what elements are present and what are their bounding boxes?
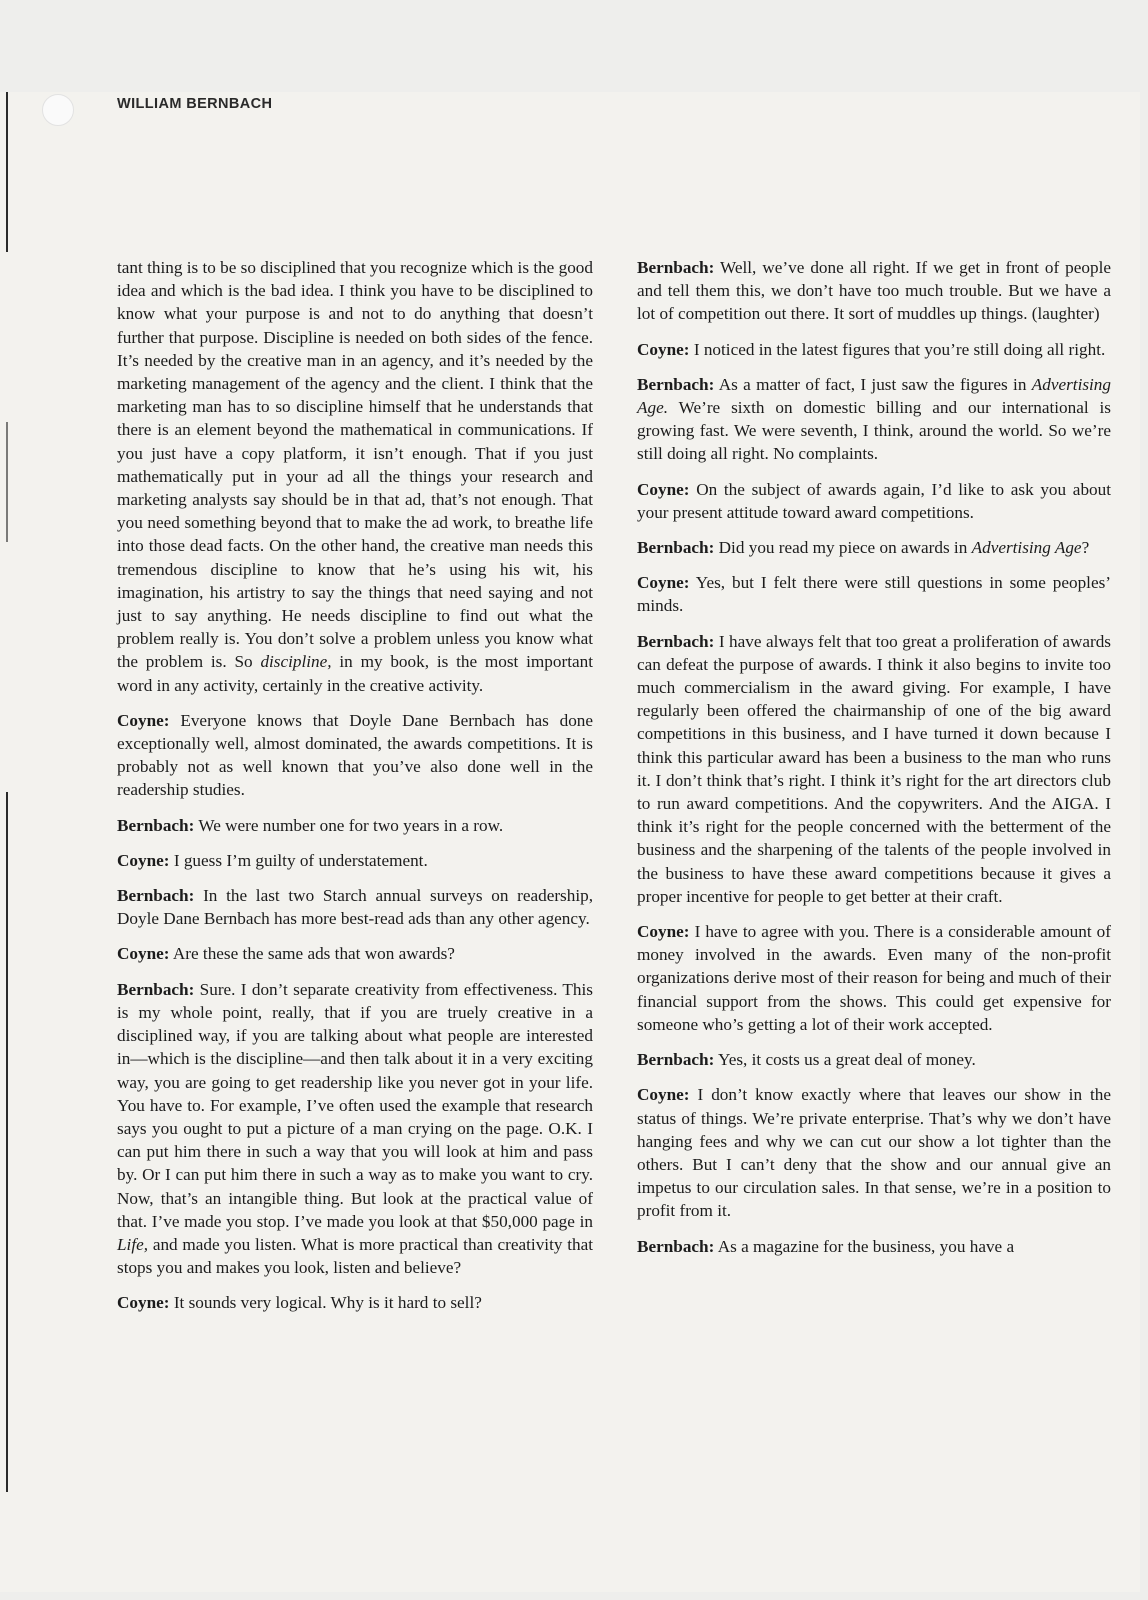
speaker-name: Coyne: xyxy=(637,339,690,359)
exchange-text: Well, we’ve done all right. If we get in front of people and tell them this, we don’t have too much trouble. But we have a lot of competition out there. It sort of muddles up things. (laughter) xyxy=(637,258,1111,324)
exchange-text: In the last two Starch annual surveys on readership, Doyle Dane Bernbach has more best-read ads than any other agency. xyxy=(117,886,594,929)
page-header: WILLIAM BERNBACH xyxy=(117,96,273,112)
speaker-name: Coyne: xyxy=(117,710,170,730)
speaker-name: Bernbach: xyxy=(117,815,195,835)
speaker-name: Bernbach: xyxy=(637,538,715,558)
speaker-name: Bernbach: xyxy=(637,258,715,277)
interview-exchange xyxy=(117,884,593,930)
left-column xyxy=(117,256,593,1327)
scan-edge-mark xyxy=(6,92,8,252)
interview-exchange xyxy=(117,942,593,965)
exchange-text: I have to agree with you. There is a considerable amount of money involved in the awards. Even many of the non-profit organizations derive most of their reason for being and much of their financial support from the shows. This could get expensive for someone who’s getting a lot of their work accepted. xyxy=(637,922,1111,1034)
binder-hole xyxy=(42,94,74,126)
interview-exchange xyxy=(637,478,1111,524)
interview-exchange: Bernbach: As a matter of fact, I just saw the figures in Advertising Age. We’re sixth on domestic billing and our international is growing fast. We were seventh, I think, around the world. So we’re still doing all right. No complaints. xyxy=(637,374,1111,464)
interview-exchange xyxy=(637,256,1111,326)
interview-exchange xyxy=(117,1291,593,1314)
exchange-text: Yes, it costs us a great deal of money. xyxy=(718,1050,976,1070)
speaker-name: Bernbach: xyxy=(637,631,715,651)
speaker-name: Coyne: xyxy=(117,944,170,964)
interview-exchange xyxy=(637,1083,1111,1222)
speaker-name: Coyne: xyxy=(637,573,690,593)
interview-exchange xyxy=(637,338,1111,361)
interview-exchange xyxy=(117,849,593,872)
exchange-text: On the subject of awards again, I’d like to ask you about your present attitude toward award competitions. xyxy=(637,479,1111,522)
exchange-text: I have always felt that too great a proliferation of awards can defeat the purpose of awards. I think it also begins to invite too much commercialism in the award giving. For example, I have regularly been offered the chairmanship of one of the big award competitions in this business, and I have turned it down because I think this particular award has been a business to the man who runs it. I don’t think that’s right. I think it’s right for the art directors club to run award competitions. And the copywriters. And the AIGA. I think it’s right for the people concerned with the betterment of the business and the sharpening of the talents of the people involved in the business to have these award competitions because it gives a proper incentive for people to get better at their craft. xyxy=(637,631,1111,906)
speaker-name: Coyne: xyxy=(637,479,690,499)
interview-exchange xyxy=(637,630,1111,908)
exchange-text: Everyone knows that Doyle Dane Bernbach has done exceptionally well, almost dominated, the awards competitions. It is probably not as well known that you’ve also done well in the readership studies. xyxy=(117,710,594,800)
interview-exchange xyxy=(117,814,593,837)
magazine-page xyxy=(0,92,1140,1592)
interview-exchange xyxy=(637,571,1111,617)
exchange-text: I noticed in the latest figures that you’re still doing all right. xyxy=(693,339,1106,359)
interview-exchange xyxy=(637,920,1111,1036)
right-column xyxy=(637,256,1111,1270)
interview-exchange xyxy=(637,1235,1111,1258)
exchange-text: As a magazine for the business, you have a xyxy=(717,1236,1015,1256)
exchange-text: We were number one for two years in a row. xyxy=(198,815,504,835)
interview-exchange: Bernbach: Sure. I don’t separate creativity from effectiveness. This is my whole point, really, that if you are truely creative in a disciplined way, if you are talking about what people are interested in—which is the discipline—and then talk about it in a very exciting way, you are going to get readership like you never got in your life. You have to. For example, I’ve often used the example that research says you ought to put a picture of a man crying on the page. O.K. I can put him there in such a way that you will look at him and pass by. Or I can put him there in such a way as to make you want to cry. Now, that’s an intangible thing. But look at the practical value of that. I’ve made you stop. I’ve made you look at that $50,000 page in Life, and made you listen. What is more practical than creativity that stops you and makes you look, listen and believe? xyxy=(117,979,593,1278)
speaker-name: Coyne: xyxy=(637,1085,690,1105)
speaker-name: Bernbach: xyxy=(637,374,715,394)
opening-paragraph: tant thing is to be so disciplined that you recognize which is the good idea and which is the bad idea. I think you have to be disciplined to know what your purpose is and not to do anything that doesn’t further that purpose. Discipline is needed on both sides of the fence. It’s needed by the creative man in an agency, and it’s needed by the marketing management of the agency and the client. I think that the marketing man has to so discipline himself that he understands that there is an element beyond the mathematical in communications. If you just have a copy platform, it isn’t enough. That if you just mathematically put in your ad all the things your research and marketing analysts say should be in that ad, that’s not enough. That you need something beyond that to make the ad work, to breathe life into those dead facts. On the other hand, the creative man needs this tremendous discipline to know that he’s using his wit, his imagination, his artistry to say the things that need saying and not just to say anything. He needs discipline to find out what the problem really is. You don’t solve a problem unless you know what the problem is. So discipline, in my book, is the most important word in any activity, certainly in the creative activity. xyxy=(117,258,593,695)
exchange-text: I guess I’m guilty of understatement. xyxy=(173,850,428,870)
interview-exchange: Bernbach: Did you read my piece on awards in Advertising Age? xyxy=(637,538,1090,558)
speaker-name: Bernbach: xyxy=(117,886,195,906)
scan-edge-mark xyxy=(6,792,8,1492)
speaker-name: Bernbach: xyxy=(117,979,195,999)
exchange-text: Are these the same ads that won awards? xyxy=(172,944,455,964)
interview-exchange xyxy=(117,709,593,802)
speaker-name: Coyne: xyxy=(117,1293,170,1313)
exchange-text: It sounds very logical. Why is it hard to sell? xyxy=(173,1293,482,1313)
speaker-name: Coyne: xyxy=(117,850,170,870)
interview-exchange xyxy=(637,1048,1111,1071)
speaker-name: Bernbach: xyxy=(637,1236,715,1256)
exchange-text: Yes, but I felt there were still questions in some peoples’ minds. xyxy=(637,573,1111,616)
speaker-name: Bernbach: xyxy=(637,1050,715,1070)
speaker-name: Coyne: xyxy=(637,922,690,942)
exchange-text: I don’t know exactly where that leaves our show in the status of things. We’re private enterprise. That’s why we don’t have hanging fees and why we can cut our show a lot tighter than the others. But I can’t deny that the show and our annual give an impetus to our circulation sales. In that sense, we’re in a position to profit from it. xyxy=(637,1085,1112,1221)
scan-edge-mark xyxy=(6,422,8,542)
